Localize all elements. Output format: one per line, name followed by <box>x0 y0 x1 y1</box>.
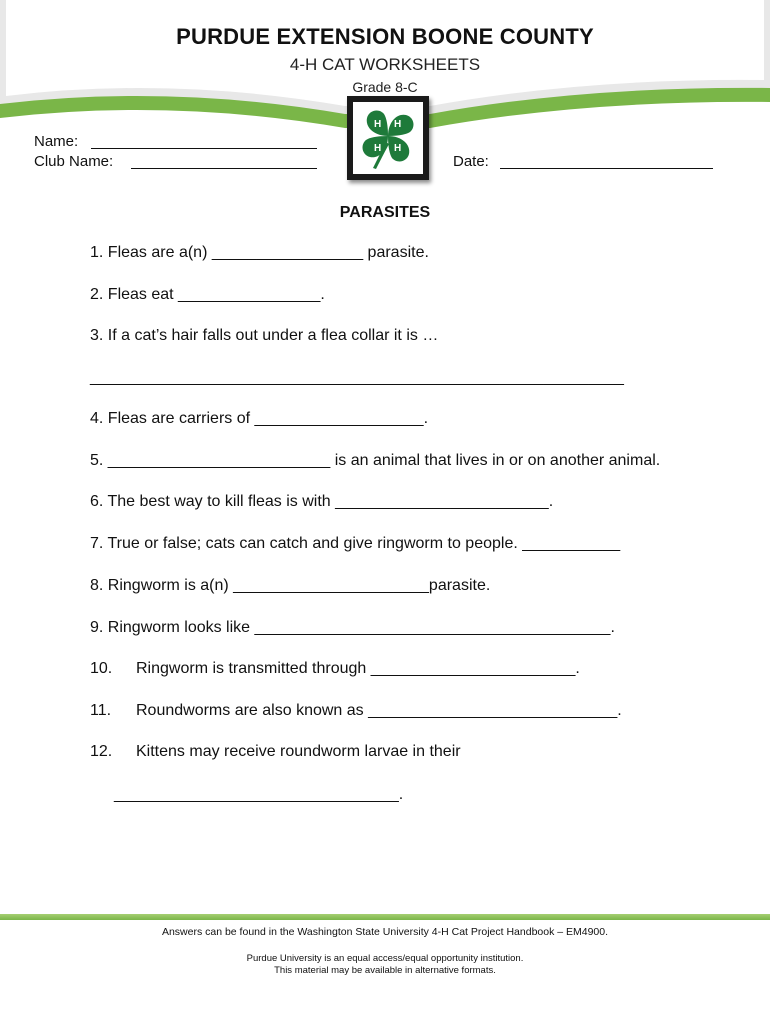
section-title: PARASITES <box>339 204 431 221</box>
question-1 <box>90 244 429 262</box>
question-number: 4. <box>90 410 104 427</box>
name-field[interactable] <box>91 148 317 149</box>
question-text: Ringworm looks like ________________________________________. <box>107 619 615 636</box>
question-number: 2. <box>90 286 104 303</box>
question-9 <box>90 619 615 637</box>
question-text: Ringworm is a(n) ______________________parasite. <box>107 577 491 594</box>
footer-divider <box>0 914 770 920</box>
question-text: Ringworm is transmitted through _______________________. <box>136 660 580 677</box>
question-12 <box>90 743 461 761</box>
page-title: PURDUE EXTENSION BOONE COUNTY <box>176 24 594 49</box>
question-4 <box>90 410 428 428</box>
date-label: Date: <box>453 153 489 170</box>
question-number: 7. <box>90 535 104 552</box>
page-subtitle: 4-H CAT WORKSHEETS <box>289 55 481 74</box>
question-text: Fleas eat ________________. <box>107 286 325 303</box>
name-label: Name: <box>34 133 79 150</box>
question-text: Fleas are carriers of ___________________. <box>107 410 429 427</box>
question-number: 8. <box>90 577 104 594</box>
question-number: 11. <box>90 702 112 719</box>
clover-letter: H <box>374 143 382 154</box>
footer-answers-note: Answers can be found in the Washington State University 4-H Cat Project Handbook – EM4900. <box>161 926 609 938</box>
question-text: The best way to kill fleas is with ________________________. <box>107 493 554 510</box>
answer-line-q3[interactable]: ____________________________________________________________ <box>90 369 624 386</box>
question-text: Roundworms are also known as ____________________________. <box>136 702 622 719</box>
clover-letter: H <box>394 119 402 130</box>
question-text: Fleas are a(n) _________________ parasite. <box>107 244 429 261</box>
club-name-label: Club Name: <box>34 153 114 170</box>
question-10 <box>90 660 580 678</box>
question-7 <box>90 535 620 553</box>
footer-equal-access: Purdue University is an equal access/equal opportunity institution. <box>246 953 524 964</box>
clover-letter: H <box>394 143 402 154</box>
4-h-clover-icon <box>353 102 423 174</box>
question-number: 10. <box>90 660 113 677</box>
grade-label: Grade 8-C <box>352 79 418 95</box>
question-3 <box>90 327 438 345</box>
question-text: _________________________ is an animal that lives in or on another animal. <box>107 452 661 469</box>
club-name-field[interactable] <box>131 168 317 169</box>
question-number: 1. <box>90 244 104 261</box>
date-field[interactable] <box>500 168 713 169</box>
question-text: Kittens may receive roundworm larvae in their <box>136 743 461 760</box>
question-8 <box>90 577 490 595</box>
question-2 <box>90 286 325 304</box>
question-text: If a cat’s hair falls out under a flea collar it is … <box>107 327 439 344</box>
question-11 <box>90 702 622 720</box>
question-number: 12. <box>90 743 113 760</box>
clover-letter: H <box>374 119 382 130</box>
question-number: 5. <box>90 452 104 469</box>
question-number: 6. <box>90 493 104 510</box>
question-6 <box>90 493 553 511</box>
footer-alternative-formats: This material may be available in alternative formats. <box>274 965 496 976</box>
answer-line-q12[interactable]: ________________________________. <box>114 786 404 803</box>
4-h-logo <box>347 96 429 180</box>
question-5 <box>90 452 660 470</box>
question-text: True or false; cats can catch and give ringworm to people. ___________ <box>107 535 621 552</box>
question-number: 3. <box>90 327 104 344</box>
question-number: 9. <box>90 619 104 636</box>
